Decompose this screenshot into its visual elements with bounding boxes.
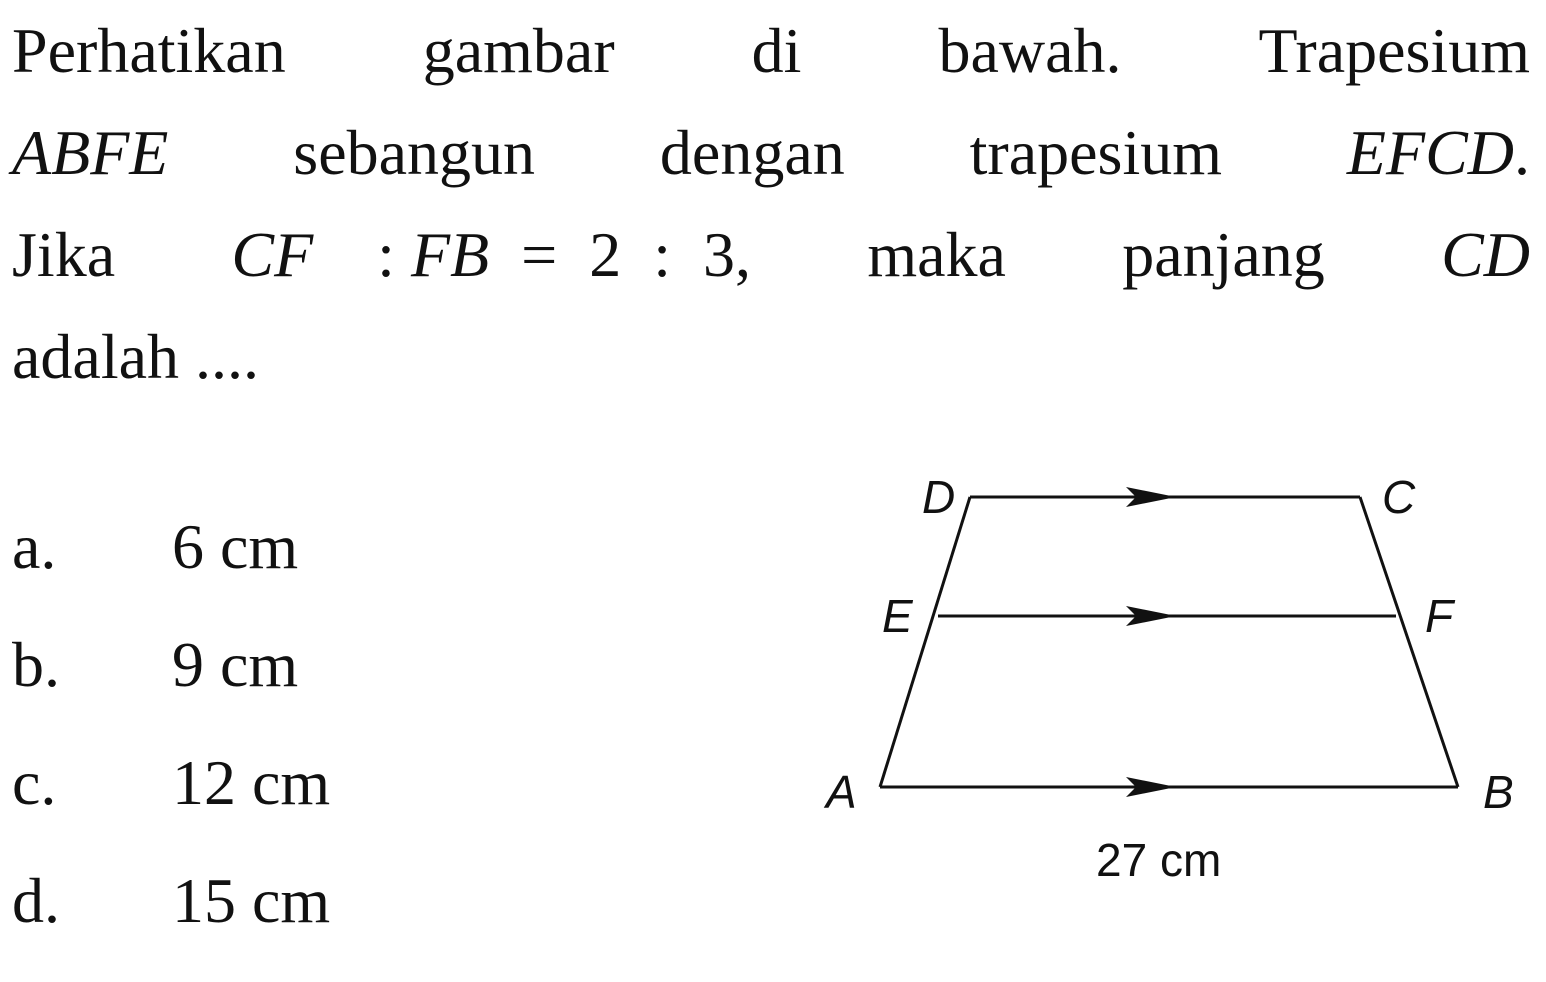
- word: bawah.: [938, 15, 1122, 86]
- vertex-label-d: D: [922, 471, 956, 523]
- segment-cd: CD: [1441, 219, 1530, 290]
- word: panjang: [1122, 219, 1325, 290]
- option-text: 15 cm: [172, 865, 331, 936]
- option-letter: c.: [12, 747, 57, 818]
- option-letter: d.: [12, 865, 60, 936]
- word: Jika: [12, 219, 116, 290]
- segment-cf: CF: [231, 219, 314, 290]
- word: Trapesium: [1258, 15, 1530, 86]
- word: gambar: [422, 15, 615, 86]
- period: .: [1514, 117, 1530, 188]
- word: Perhatikan: [12, 15, 286, 86]
- option-letter: a.: [12, 511, 57, 582]
- trapezoid-edges: [880, 497, 1458, 787]
- word: di: [751, 15, 802, 86]
- word: maka: [867, 219, 1006, 290]
- edge-ad: [880, 497, 970, 787]
- length-label-ab: 27 cm: [1096, 834, 1222, 886]
- equals-sign: =: [521, 219, 558, 290]
- option-letter: b.: [12, 629, 60, 700]
- option-text: 9 cm: [172, 629, 299, 700]
- segment-fb: FB: [410, 219, 490, 290]
- colon: :: [653, 219, 672, 290]
- trapezoid-efcd: EFCD: [1346, 117, 1514, 188]
- vertex-label-b: B: [1483, 766, 1514, 818]
- vertex-label-e: E: [882, 590, 913, 642]
- word: dengan: [659, 117, 845, 188]
- trapezoid-abfe: ABFE: [12, 117, 169, 188]
- ratio-value-2: 2: [589, 219, 622, 290]
- ratio-value-3: 3,: [703, 219, 752, 290]
- parallel-arrows: [1126, 487, 1176, 797]
- option-text: 6 cm: [172, 511, 299, 582]
- colon: :: [377, 219, 395, 290]
- word: sebangun: [293, 117, 535, 188]
- vertex-label-a: A: [826, 766, 857, 818]
- vertex-label-f: F: [1425, 590, 1454, 642]
- vertex-label-c: C: [1382, 471, 1416, 523]
- edge-bc: [1360, 497, 1458, 787]
- word: adalah ....: [12, 321, 259, 392]
- word: trapesium: [969, 117, 1222, 188]
- option-text: 12 cm: [172, 747, 331, 818]
